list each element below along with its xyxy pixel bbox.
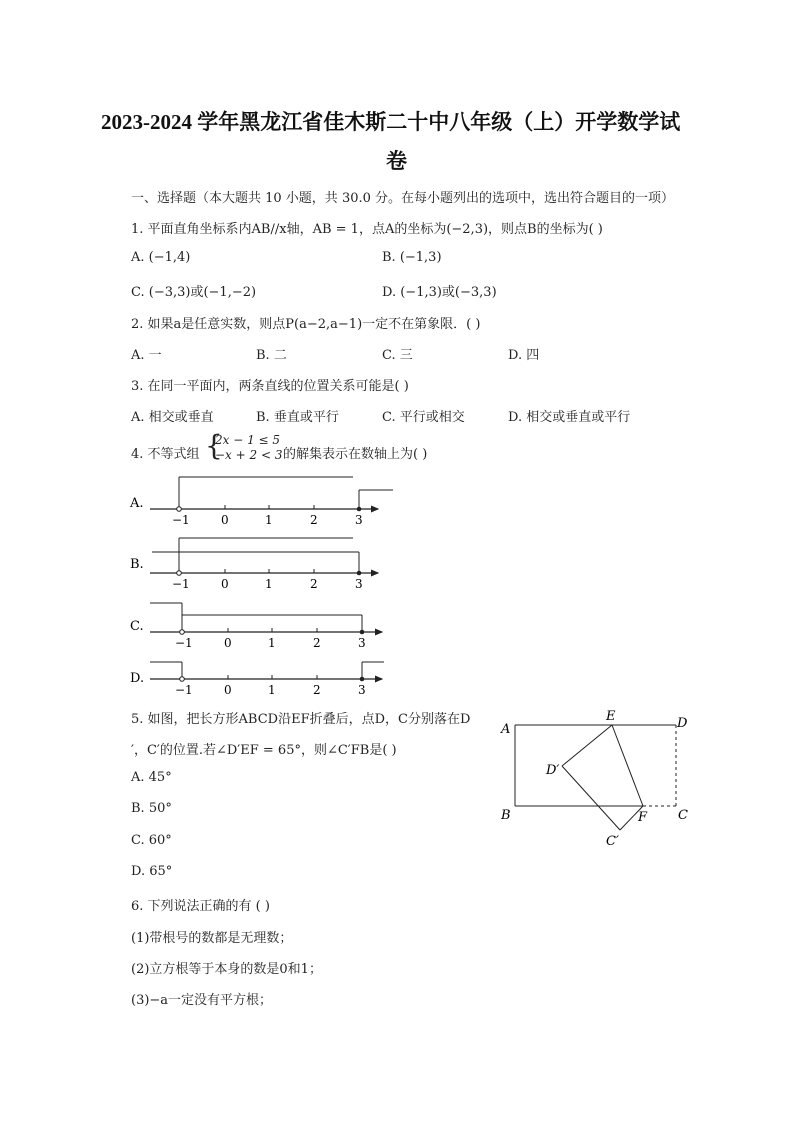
q3-option-b: B. 垂直或平行 — [256, 410, 339, 425]
svg-text:−1: −1 — [175, 636, 193, 650]
q5-option-d: D. 65° — [131, 864, 173, 879]
label-a: A. — [130, 496, 144, 511]
svg-text:E: E — [606, 709, 616, 724]
svg-text:0: 0 — [221, 513, 229, 527]
svg-text:0: 0 — [221, 577, 229, 591]
svg-text:D: D — [677, 716, 688, 731]
question-5-stem-2: ′，C′的位置.若∠D′EF = 65°，则∠C′FB是( ) — [131, 743, 397, 758]
q3-option-d: D. 相交或垂直或平行 — [508, 410, 631, 425]
svg-text:B: B — [501, 808, 511, 823]
svg-text:1: 1 — [268, 636, 276, 650]
q3-option-c: C. 平行或相交 — [382, 410, 465, 425]
q6-item-2: (2)立方根等于本身的数是0和1； — [131, 962, 322, 977]
svg-text:2: 2 — [310, 513, 318, 527]
question-3-stem: 3. 在同一平面内，两条直线的位置关系可能是( ) — [131, 379, 409, 394]
q1-option-c: C. (−3,3)或(−1,−2) — [131, 285, 257, 300]
q2-option-b: B. 二 — [256, 348, 287, 363]
svg-text:2: 2 — [310, 577, 318, 591]
svg-text:3: 3 — [355, 513, 363, 527]
q1-option-a: A. (−1,4) — [131, 250, 191, 265]
svg-text:0: 0 — [224, 636, 232, 650]
q1-option-d: D. (−1,3)或(−3,3) — [382, 285, 497, 300]
svg-text:1: 1 — [265, 577, 273, 591]
q2-option-a: A. 一 — [131, 348, 162, 363]
svg-text:1: 1 — [268, 683, 276, 697]
page-title-line1: 2023-2024 学年黑龙江省佳木斯二十中八年级（上）开学数学试 — [101, 110, 681, 134]
number-line-b — [130, 538, 378, 591]
q1-option-b: B. (−1,3) — [382, 250, 442, 265]
page-title-line2: 卷 — [386, 149, 407, 173]
svg-text:3: 3 — [358, 683, 366, 697]
svg-text:−1: −1 — [175, 683, 193, 697]
q6-item-3: (3)−a一定没有平方根； — [131, 993, 273, 1008]
question-2-stem: 2. 如果a是任意实数，则点P(a−2,a−1)一定不在第象限．( ) — [131, 317, 481, 332]
question-1-stem: 1. 平面直角坐标系内AB//x轴，AB = 1，点A的坐标为(−2,3)，则点B的坐标为( ) — [131, 222, 603, 237]
svg-text:3: 3 — [358, 636, 366, 650]
svg-text:0: 0 — [224, 683, 232, 697]
q5-option-a: A. 45° — [131, 770, 172, 785]
q3-option-a: A. 相交或垂直 — [131, 410, 214, 425]
q4-inequality-2: −x + 2 < 3 — [215, 448, 283, 462]
svg-text:F: F — [638, 810, 648, 825]
number-line-d — [130, 662, 384, 697]
q5-option-c: C. 60° — [131, 833, 172, 848]
svg-text:2: 2 — [313, 636, 321, 650]
q5-option-b: B. 50° — [131, 801, 172, 816]
svg-text:3: 3 — [355, 577, 363, 591]
question-6-stem: 6. 下列说法正确的有 ( ) — [131, 899, 270, 914]
svg-text:2: 2 — [313, 683, 321, 697]
section-heading: 一、选择题（本大题共 10 小题，共 30.0 分。在每小题列出的选项中，选出符合题目的一项） — [131, 191, 675, 206]
svg-text:A: A — [501, 722, 511, 737]
q4-brace: { — [205, 429, 223, 462]
q6-item-1: (1)带根号的数都是无理数； — [131, 931, 293, 946]
svg-text:B.: B. — [130, 557, 144, 572]
q5-rectangle-fold-figure — [495, 705, 695, 855]
number-line-c — [130, 603, 382, 650]
svg-text:D′: D′ — [546, 763, 560, 778]
svg-text:C.: C. — [130, 619, 144, 634]
svg-text:−1: −1 — [172, 577, 190, 591]
svg-text:−1: −1 — [172, 513, 190, 527]
q4-inequality-1: 2x − 1 ≤ 5 — [215, 433, 281, 447]
svg-text:1: 1 — [265, 513, 273, 527]
question-4-suffix: 的解集表示在数轴上为( ) — [283, 447, 428, 462]
svg-text:C′: C′ — [606, 834, 619, 849]
q2-option-c: C. 三 — [382, 348, 413, 363]
svg-text:D.: D. — [130, 671, 145, 686]
q2-option-d: D. 四 — [508, 348, 540, 363]
number-line-a — [129, 477, 393, 527]
question-4-prefix: 4. 不等式组 — [131, 447, 200, 462]
svg-text:C: C — [678, 808, 688, 823]
question-5-stem-1: 5. 如图，把长方形ABCD沿EF折叠后，点D，C分别落在D — [131, 712, 471, 727]
q4-number-lines — [120, 470, 410, 700]
